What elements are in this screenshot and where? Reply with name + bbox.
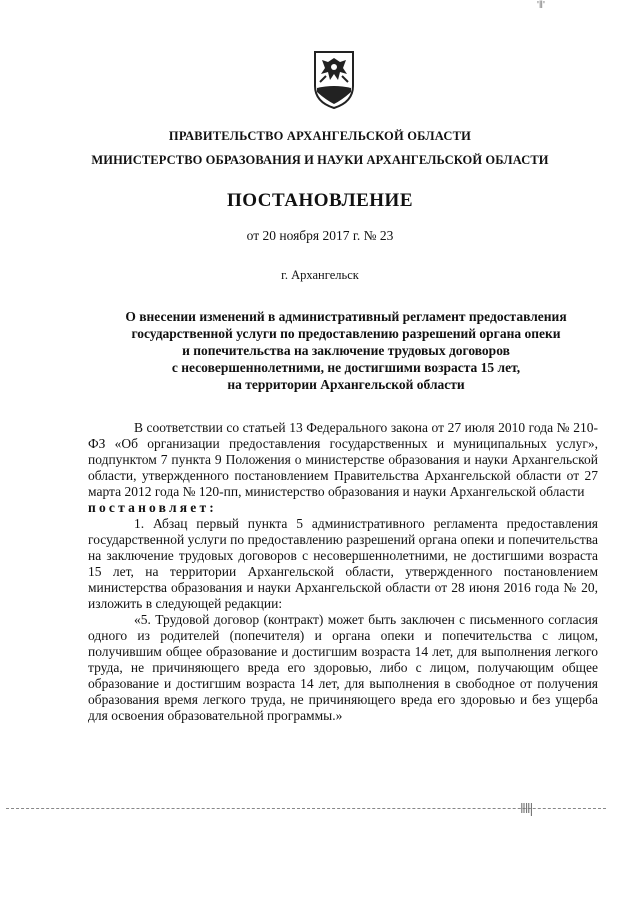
scan-artifact-mark: '‖': [537, 0, 545, 11]
document-city: г. Архангельск: [281, 268, 359, 282]
subject-line: государственной услуги по предоставлению разрешений органа опеки: [131, 326, 561, 341]
body-paragraph: «5. Трудовой договор (контракт) может быть заключен с письменного согласия одного из родителей (попечителя) и органа опеки и попечительства с лицом, получившим общее образование и достигшим возраста 14 лет, для выполнения легкого труда, не причиняющего вреда его здоровью, либо с лицом, получающим общее образование и достигшим возраста 14 лет, для выполнения в свободное от получения образования время легкого труда, не причиняющего вреда его здоровью и без ущерба для освоения образовательной программы.»: [88, 612, 598, 723]
subject-line: О внесении изменений в административный регламент предоставления: [125, 309, 567, 324]
scan-divider: [6, 808, 606, 811]
scan-artifact-mark: ‖‖|: [520, 800, 533, 816]
body-decree-word: постановляет:: [88, 500, 217, 515]
body-paragraph: В соответствии со статьей 13 Федерального закона от 27 июля 2010 года № 210-ФЗ «Об организации предоставления государственных и муниципальных услуг», подпунктом 7 пункта 9 Положения о министерстве образования и науки Архангельской области, утвержденного постановлением Правительства Архангельской области от 27 марта 2012 года № 120-пп, министерство образования и науки Архангельской области: [88, 420, 598, 499]
subject-line: и попечительства на заключение трудовых договоров: [182, 343, 510, 358]
document-type: ПОСТАНОВЛЕНИЕ: [226, 190, 414, 211]
body-paragraph: 1. Абзац первый пункта 5 административного регламента предоставления государственной услуги по предоставлению разрешений органа опеки и попечительства на заключение трудовых договоров с несовершеннолетними, не достигшими возраста 15 лет, на территории Архангельской области, утвержденного постановлением министерства образования и науки Архангельской области от 28 июня 2016 года № 20, изложить в следующей редакции:: [88, 516, 598, 611]
subject-line: с несовершеннолетними, не достигшими возраста 15 лет,: [171, 360, 521, 375]
document-subject: [96, 308, 596, 393]
ministry-title: МИНИСТЕРСТВО ОБРАЗОВАНИЯ И НАУКИ АРХАНГЕЛЬСКОЙ ОБЛАСТИ: [91, 153, 549, 167]
government-title: ПРАВИТЕЛЬСТВО АРХАНГЕЛЬСКОЙ ОБЛАСТИ: [168, 129, 472, 143]
document-date-number: от 20 ноября 2017 г. № 23: [246, 228, 394, 243]
document-body: [88, 420, 598, 724]
subject-line: на территории Архангельской области: [227, 377, 465, 392]
coat-of-arms-icon: [312, 48, 356, 110]
